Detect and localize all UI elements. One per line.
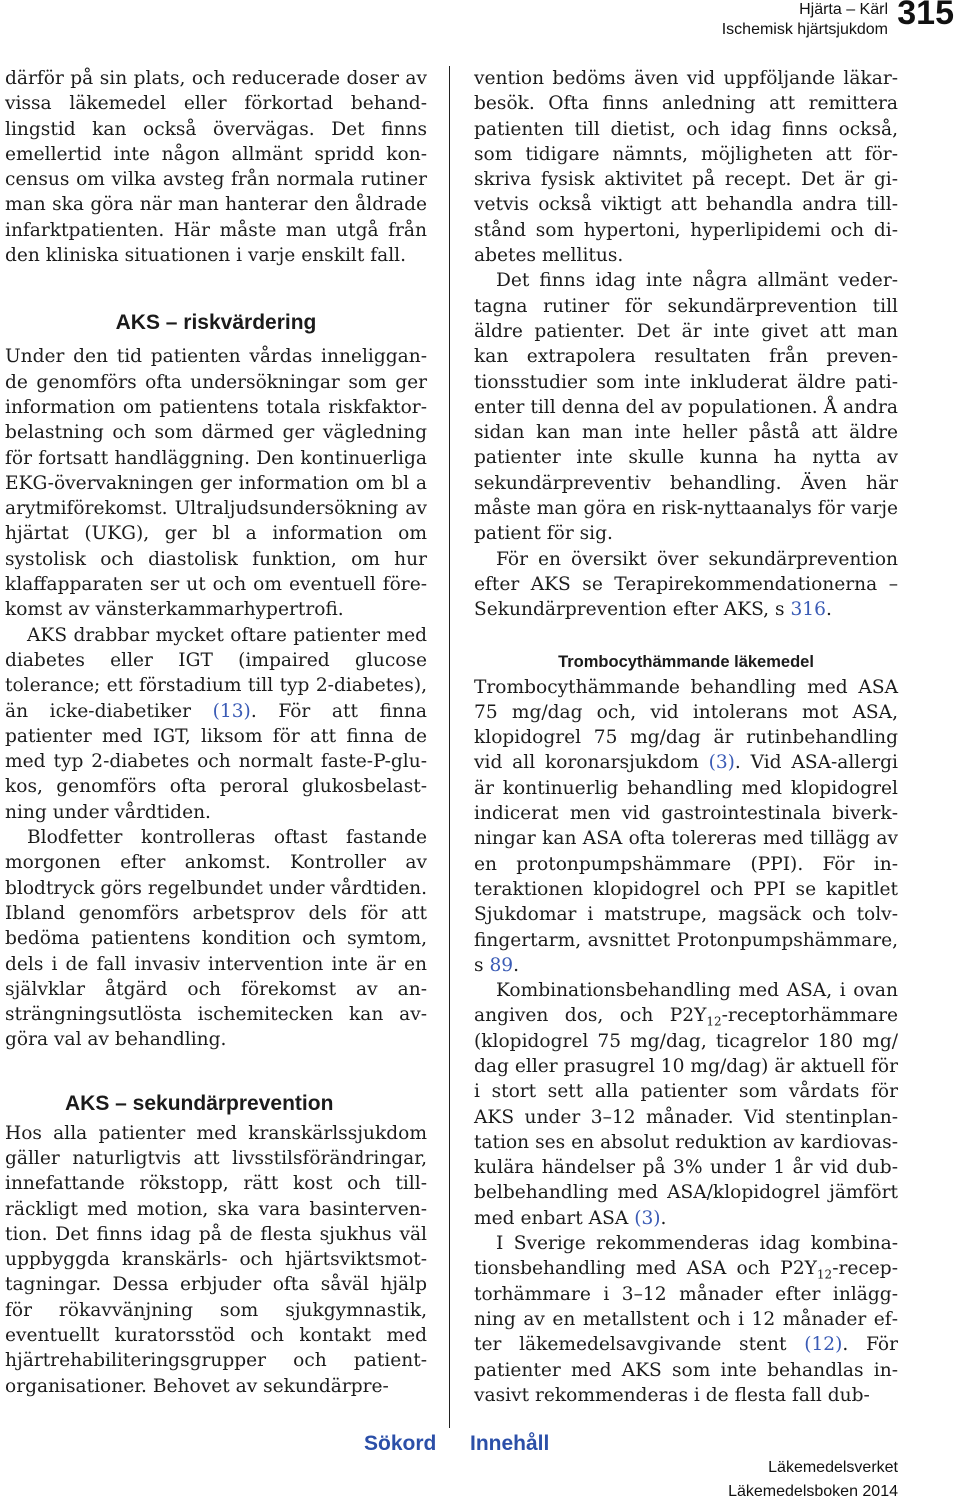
right-paragraph-6: I Sverige rekommenderas idag kombinationsbehandling med ASA och $P2Y_{12}$-receptorhämmare i 3–12 månader efter inläggning av en metallstent och i 12 månader efter läkemedelsavgivande stent (12). För patienter med AKS som inte behandlas invasivt rekommenderas i de flesta fall dub-: [474, 1233, 898, 1406]
reference-link-3b[interactable]: (3): [634, 1207, 661, 1229]
right-paragraph-4: Trombocythämmande behandling med ASA 75 mg/dag och, vid intolerans mot ASA, klopidogrel 75 mg/dag är rutinbehandling vid all koronarsjukdom (3). Vid ASA-allergi är kontinuerlig behandling med klopidogrel indicerat men vid gastrointestinala biverkningar kan ASA ofta tolereras med tillägg av en protonpumpshämmare (PPI). För interaktionen klopidogrel och PPI se kapitlet Sjukdomar i matstrupe, magsäck och tolvfingertarm, avsnittet Protonpumpshämmare, s 89.: [474, 676, 898, 976]
page-link-89[interactable]: 89: [489, 954, 514, 976]
left-paragraph-2: Under den tid patienten vårdas inneliggande genomförs ofta undersökningar som ger information om patientens totala riskfaktorbelastning och som därmed ger vägledning för fortsatt handläggning. Den kontinuerliga EKG-övervakningen ger information om bl a arytmiförekomst. Ultraljudsundersökning av hjärtat (UKG), ger bl a information om systolisk och diastolisk funktion, om hur klaffapparaten ser ut och om eventuell förekomst av vänsterkammarhypertrofi.: [5, 346, 427, 621]
right-column: [474, 66, 898, 1408]
heading-aks-sekundarprevention: AKS – sekundärprevention: [65, 1091, 334, 1115]
reference-link-12[interactable]: (12): [804, 1334, 843, 1356]
left-paragraph-4: Blodfetter kontrolleras oftast fastande morgonen efter ankomst. Kontroller av blodtryck görs regelbundet under vårdtiden. Ibland genomförs arbetsprov dels för att bedöma patientens kondition och symtom, dels i de fall invasiv intervention inte är en självklar åtgärd och förekomst av ansträngningsutlösta ischemitecken kan avgöra val av behandling.: [5, 827, 427, 1051]
footer-publisher: [728, 1456, 898, 1504]
column-divider: [449, 66, 450, 1428]
publisher-name: Läkemedelsverket: [768, 1459, 898, 1476]
page-link-316[interactable]: 316: [790, 599, 826, 621]
left-paragraph-3: AKS drabbar mycket oftare patienter med diabetes eller IGT (impaired glucose tolerance; ett förstadium till typ 2-diabetes), än icke-diabetiker (13). För att finna patienter med IGT, liksom för att finna de med typ 2-diabetes och normalt faste-P-glukos, genomförs ofta peroral glukosbelastning under vårdtiden.: [5, 624, 428, 823]
right-paragraph-1: vention bedöms även vid uppföljande läkarbesök. Ofta finns anledning att remittera patienten till dietist, och idag finns också, som tidigare nämnts, möjligheten att förskriva fysisk aktivitet på recept. Det är givetvis också viktigt att behandla andra tillstånd som hypertoni, hyperlipidemi och diabetes mellitus.: [474, 68, 898, 267]
book-title: Läkemedelsboken 2014: [728, 1483, 898, 1500]
header-subsection: Ischemisk hjärtsjukdom: [721, 21, 888, 38]
reference-link-3[interactable]: (3): [708, 752, 735, 774]
left-paragraph-1: därför på sin plats, och reducerade doser av vissa läkemedel eller förkortad behandlingstid kan också övervägas. Det finns emellertid inte någon allmänt spridd koncensus om vilka avsteg från normala rutiner man ska göra när man hanterar den åldrade infarktpatienten. Här måste man utgå från den kliniska situationen i varje enskilt fall.: [5, 68, 427, 267]
right-paragraph-5: Kombinationsbehandling med ASA, i ovan angiven dos, och $P2Y_{12}$-receptorhämmare (klopidogrel 75 mg/dag, ticagrelor 180 mg/ dag eller prasugrel 10 mg/dag) är aktuell för i stort sett alla patienter som vårdats för AKS under 3–12 månader. Vid stentinplantation ses en absolut reduktion av kardiovaskulära händelser på 3% under 1 år vid dubbelbehandling med ASA/klopidogrel jämfört med enbart ASA (3).: [474, 980, 898, 1229]
left-column: [5, 66, 427, 1399]
header-labels: [722, 0, 888, 40]
heading-trombocythammande: Trombocythämmande läkemedel: [558, 652, 814, 671]
heading-aks-riskvardering: AKS – riskvärdering: [115, 311, 317, 335]
left-paragraph-5: Hos alla patienter med kranskärlssjukdom gäller naturligtvis att livsstilsförändringar, innefattande rökstopp, rätt kost och tillräckligt med motion, ska vara basintervention. Det finns idag på de flesta sjukhus väl uppbyggda kranskärls- och hjärtsviktsmottagningar. Dessa erbjuder ofta såväl hjälp för rökavvänjning som sjukgymnastik, eventuellt kuratorsstöd och kontakt med hjärtrehabiliteringsgrupper och patientorganisationer. Behovet av sekundärpre-: [5, 1122, 427, 1397]
page-number: 315: [897, 0, 954, 32]
right-paragraph-2: Det finns idag inte några allmänt vedertagna rutiner för sekundärprevention till äldre patienter. Det är inte givet att man kan extrapolera resultaten från preventionsstudier som inte inkluderat äldre patienter till denna del av populationen. Å andra sidan kan man inte heller påstå att äldre patienter inte skulle kunna ha nytta av sekundärpreventiv behandling. Även här måste man göra en risk-nyttaanalys för varje patient för sig.: [474, 270, 898, 545]
reference-link-13[interactable]: (13): [212, 700, 251, 722]
search-index-link[interactable]: Sökord: [364, 1432, 437, 1455]
contents-link[interactable]: Innehåll: [470, 1432, 550, 1455]
right-paragraph-3: För en översikt över sekundärprevention efter AKS se Terapirekommendationerna – Sekundärprevention efter AKS, s 316.: [474, 548, 898, 621]
header-section: Hjärta – Kärl: [799, 1, 888, 18]
